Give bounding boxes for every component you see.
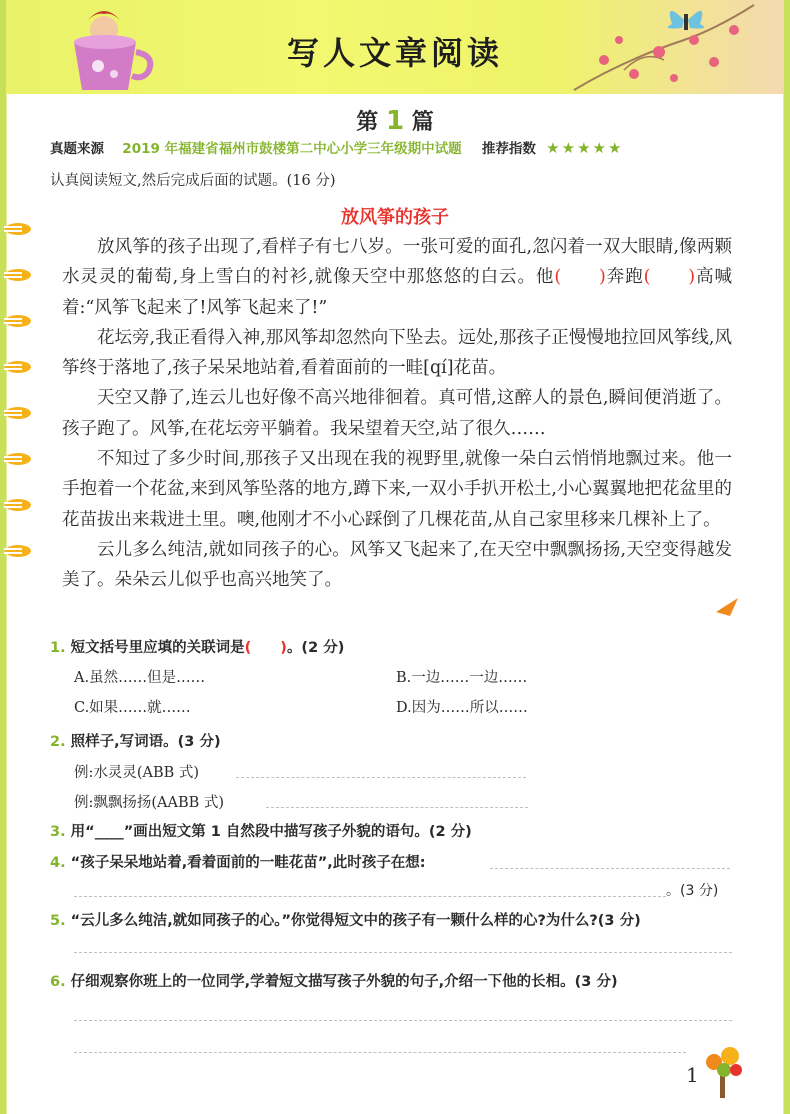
spiral-ring-icon bbox=[4, 452, 32, 466]
source-label: 真题来源 bbox=[50, 141, 104, 157]
butterfly-blossom-icon bbox=[564, 0, 764, 94]
option-a[interactable]: A.虽然……但是…… bbox=[74, 670, 206, 686]
question-3 bbox=[50, 820, 472, 841]
answer-line[interactable] bbox=[74, 1052, 686, 1053]
story-text: 高喊着:“风筝飞起来了!风筝飞起来了!” bbox=[62, 267, 732, 318]
question-number: 6. bbox=[50, 974, 66, 990]
question-number: 2. bbox=[50, 734, 66, 750]
question-text: 照样子,写词语。(3 分) bbox=[70, 734, 221, 750]
example-aabb: 例:飘飘扬扬(AABB 式) bbox=[74, 795, 225, 811]
question-5 bbox=[50, 909, 641, 930]
spiral-ring-icon bbox=[4, 360, 32, 374]
question-number: 1. bbox=[50, 640, 66, 656]
section-number: 1 bbox=[385, 106, 405, 136]
answer-line[interactable] bbox=[74, 1020, 732, 1021]
blank-2: ( ) bbox=[643, 267, 696, 288]
question-text: 用“____”画出短文第 1 自然段中描写孩子外貌的语句。(2 分) bbox=[70, 824, 472, 840]
question-text: “孩子呆呆地站着,看着面前的一畦花苗”,此时孩子在想: bbox=[70, 855, 426, 871]
story-text: 奔跑 bbox=[605, 267, 644, 288]
blank-1: ( ) bbox=[554, 267, 606, 288]
tree-icon bbox=[700, 1044, 746, 1100]
rating-stars: ★★★★★ bbox=[546, 139, 624, 157]
page-number: 1 bbox=[686, 1063, 699, 1087]
story-paragraph: 不知过了多少时间,那孩子又出现在我的视野里,就像一朵白云悄悄地飘过来。他一手抱着一个花盆,来到风筝坠落的地方,蹲下来,一双小手扒开松土,小心翼翼地把花盆里的花苗拔出来栽进土里。噢,他刚才不小心踩倒了几棵花苗,从自己家里移来几棵补上了。 bbox=[62, 449, 732, 530]
story-text: 放风筝的孩子出现了,看样子有七八岁。一张可爱的面孔,忽闪着一双大眼睛,像两颗水灵灵的葡萄,身上雪白的衬衫,就像天空中那悠悠的白云。他 bbox=[62, 237, 732, 288]
right-edge-strip bbox=[784, 0, 790, 1114]
question-text: 短文括号里应填的关联词是 bbox=[70, 640, 245, 656]
question-text: “云儿多么纯洁,就如同孩子的心。”你觉得短文中的孩子有一颗什么样的心?为什么?(3 分) bbox=[70, 913, 641, 929]
story-title: 放风筝的孩子 bbox=[341, 207, 449, 228]
story-paragraph: 云儿多么纯洁,就如同孩子的心。风筝又飞起来了,在天空中飘飘扬扬,天空变得越发美了。朵朵云儿似乎也高兴地笑了。 bbox=[62, 539, 732, 591]
answer-line[interactable] bbox=[236, 777, 526, 778]
question-1 bbox=[50, 636, 344, 657]
question-2 bbox=[50, 730, 221, 751]
spiral-ring-icon bbox=[4, 314, 32, 328]
question-4 bbox=[50, 851, 426, 872]
answer-line[interactable] bbox=[74, 952, 732, 953]
spiral-ring-icon bbox=[4, 544, 32, 558]
answer-blank[interactable]: ( ) bbox=[244, 640, 287, 656]
question-number: 3. bbox=[50, 824, 66, 840]
question-4-points: 。(3 分) bbox=[666, 883, 719, 899]
answer-line[interactable] bbox=[74, 896, 666, 897]
question-points: 。(2 分) bbox=[286, 640, 345, 656]
rating-label: 推荐指数 bbox=[481, 141, 536, 157]
story-body bbox=[62, 232, 732, 596]
section-suffix: 篇 bbox=[411, 110, 434, 135]
answer-line[interactable] bbox=[490, 868, 730, 869]
question-number: 5. bbox=[50, 913, 66, 929]
source-line bbox=[50, 137, 623, 157]
section-title bbox=[0, 105, 790, 136]
story-paragraph: 天空又静了,连云儿也好像不高兴地徘徊着。真可惜,这醉人的景色,瞬间便消逝了。孩子跑了。风筝,在花坛旁平躺着。我呆望着天空,站了很久…… bbox=[62, 388, 732, 439]
option-d[interactable]: D.因为……所以…… bbox=[396, 700, 528, 716]
option-c[interactable]: C.如果……就…… bbox=[74, 700, 191, 716]
spiral-ring-icon bbox=[4, 498, 32, 512]
orange-corner-icon bbox=[716, 598, 738, 616]
answer-line[interactable] bbox=[266, 807, 528, 808]
question-6 bbox=[50, 970, 618, 991]
question-number: 4. bbox=[50, 855, 66, 871]
example-abb: 例:水灵灵(ABB 式) bbox=[74, 765, 200, 781]
source-text: 2019 年福建省福州市鼓楼第二中心小学三年级期中试题 bbox=[122, 141, 462, 157]
spiral-ring-icon bbox=[4, 406, 32, 420]
question-text: 仔细观察你班上的一位同学,学着短文描写孩子外貌的句子,介绍一下他的长相。(3 分) bbox=[70, 974, 618, 990]
story-paragraph: 花坛旁,我正看得入神,那风筝却忽然向下坠去。远处,那孩子正慢慢地拉回风筝线,风筝终于落地了,孩子呆呆地站着,看着面前的一畦[qí]花苗。 bbox=[62, 327, 732, 379]
banner-title: 写人文章阅读 bbox=[286, 34, 503, 72]
option-b[interactable]: B.一边……一边…… bbox=[396, 670, 528, 686]
instruction-text: 认真阅读短文,然后完成后面的试题。(16 分) bbox=[50, 173, 336, 189]
header-banner bbox=[6, 0, 784, 94]
section-prefix: 第 bbox=[356, 110, 379, 135]
story-paragraph bbox=[62, 232, 732, 323]
spiral-ring-icon bbox=[4, 268, 32, 282]
